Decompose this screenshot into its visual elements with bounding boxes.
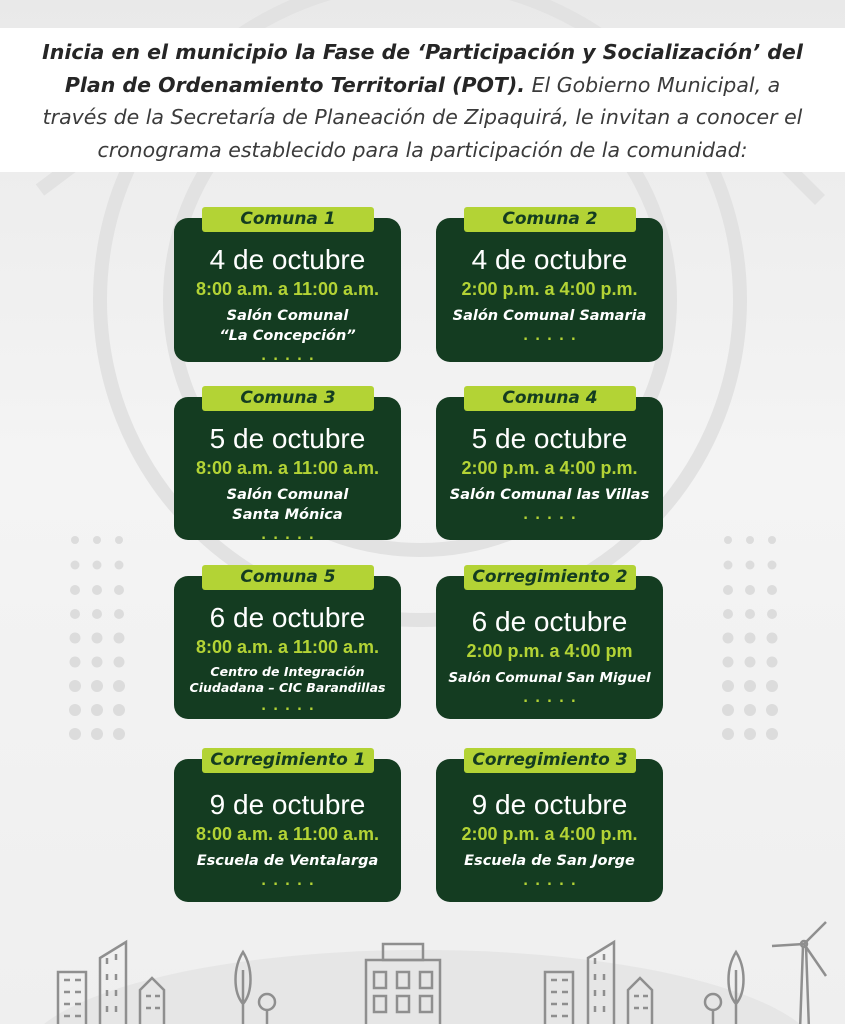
card-date: 6 de octubre — [209, 602, 366, 633]
card-place-line-1: Escuela de San Jorge — [464, 853, 635, 869]
schedule-card-comuna-4 — [436, 388, 663, 540]
card-time: 2:00 p.m. a 4:00 pm — [466, 641, 633, 661]
card-dots: ..... — [261, 349, 321, 364]
card-tab: Corregimiento 2 — [464, 565, 636, 590]
intro-bold: Inicia en el municipio la Fase de ‘Participación y Socialización’ del Plan de Ordenamiento Territorial (POT). — [42, 40, 803, 97]
card-place-line-2: Ciudadana – CIC Barandillas — [189, 680, 386, 695]
schedule-card-corregimiento-1 — [174, 750, 401, 902]
card-tab: Corregimiento 3 — [464, 748, 636, 773]
card-date: 5 de octubre — [471, 423, 628, 454]
card-place-line-1: Escuela de Ventalarga — [196, 853, 379, 869]
intro-rest: El Gobierno Municipal, a través de la Secretaría de Planeación de Zipaquirá, le invitan a conocer el cronograma establecido para la participación de la comunidad: — [42, 72, 803, 162]
card-place-line-1: Salón Comunal Samaria — [452, 308, 647, 324]
card-place-line-2: “La Concepción” — [219, 328, 356, 344]
card-place-line-2: Santa Mónica — [232, 507, 343, 523]
schedule-card-comuna-5 — [174, 567, 401, 719]
card-time: 8:00 a.m. a 11:00 a.m. — [195, 824, 380, 844]
card-dots: ..... — [261, 699, 321, 714]
card-tab: Comuna 2 — [464, 207, 636, 232]
schedule-card-comuna-1 — [174, 209, 401, 364]
card-date: 6 de octubre — [471, 606, 628, 637]
schedule-card-corregimiento-2 — [436, 567, 663, 719]
card-tab: Comuna 1 — [202, 207, 374, 232]
dot-pattern-right — [722, 536, 778, 740]
card-place-line-1: Salón Comunal las Villas — [449, 487, 650, 503]
card-place — [174, 306, 401, 346]
card-place — [436, 306, 663, 326]
card-dots: ..... — [261, 874, 321, 889]
card-time: 8:00 a.m. a 11:00 a.m. — [195, 458, 380, 478]
card-place-line-1: Salón Comunal — [226, 308, 349, 324]
card-time: 2:00 p.m. a 4:00 p.m. — [461, 279, 638, 299]
card-tab: Comuna 4 — [464, 386, 636, 411]
card-dots: ..... — [523, 874, 583, 889]
card-tab: Corregimiento 1 — [202, 748, 374, 773]
card-place-line-1: Centro de Integración — [210, 664, 365, 679]
card-time: 2:00 p.m. a 4:00 p.m. — [461, 824, 638, 844]
dot-pattern-left — [69, 536, 125, 740]
card-dots: ..... — [523, 691, 583, 706]
schedule-card-comuna-3 — [174, 388, 401, 543]
card-dots: ..... — [523, 329, 583, 344]
card-place — [174, 664, 401, 696]
card-date: 4 de octubre — [209, 244, 366, 275]
card-date: 5 de octubre — [209, 423, 366, 454]
card-date: 9 de octubre — [209, 789, 366, 820]
card-place-line-1: Salón Comunal — [226, 487, 349, 503]
schedule-card-corregimiento-3 — [436, 750, 663, 902]
card-tab: Comuna 5 — [202, 565, 374, 590]
city-skyline-illustration — [22, 922, 826, 1024]
card-time: 8:00 a.m. a 11:00 a.m. — [195, 279, 380, 299]
card-time: 8:00 a.m. a 11:00 a.m. — [195, 637, 380, 657]
card-date: 4 de octubre — [471, 244, 628, 275]
card-date: 9 de octubre — [471, 789, 628, 820]
card-place — [436, 485, 663, 505]
schedule-card-comuna-2 — [436, 209, 663, 362]
card-tab: Comuna 3 — [202, 386, 374, 411]
card-time: 2:00 p.m. a 4:00 p.m. — [461, 458, 638, 478]
card-place — [436, 668, 663, 688]
card-place-line-1: Salón Comunal San Miguel — [448, 670, 651, 686]
card-place — [436, 851, 663, 871]
intro-text — [0, 28, 845, 172]
card-place — [174, 851, 401, 871]
card-dots: ..... — [523, 508, 583, 523]
card-place — [174, 485, 401, 525]
card-dots: ..... — [261, 528, 321, 543]
